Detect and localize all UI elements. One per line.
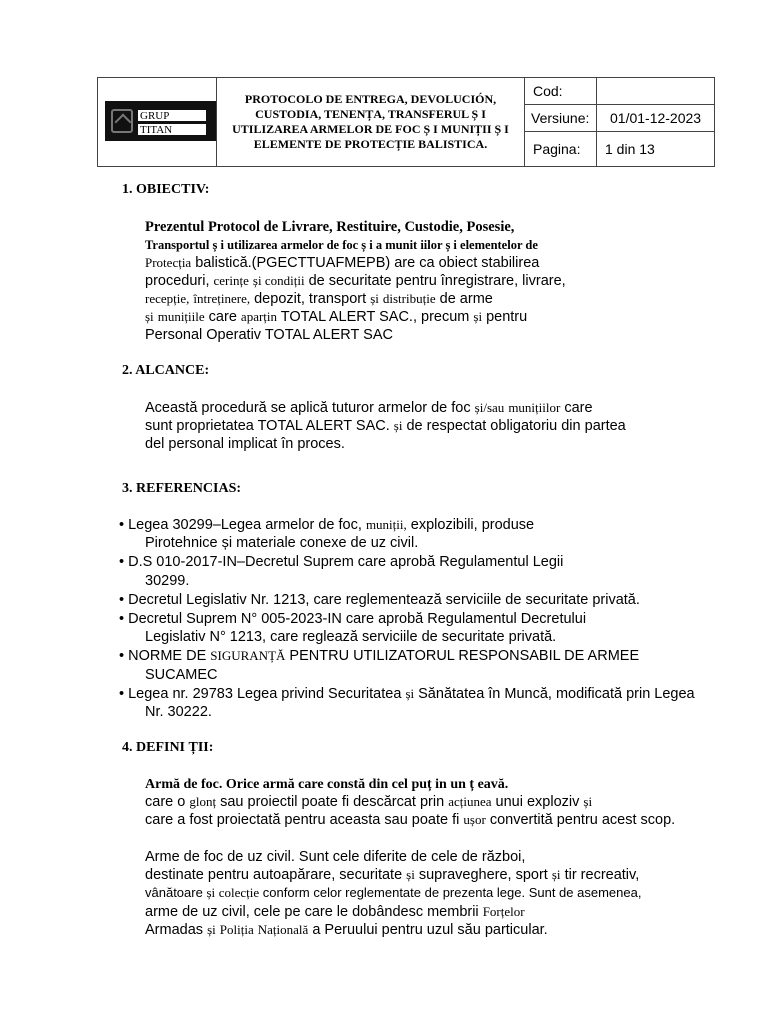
list-item: • NORME DE SIGURANȚĂ PENTRU UTILIZATORUL RESPONSABIL DE ARMEE xyxy=(119,648,640,664)
shield-emblem-icon xyxy=(111,109,133,133)
paragraph-line: care o glonț sau proiectil poate fi descărcat prin acțiunea unui exploziv și xyxy=(145,794,593,810)
versiune-value: 01/01-12-2023 xyxy=(610,110,702,126)
list-item: • Decretul Legislativ Nr. 1213, care reglementează serviciile de securitate privată. xyxy=(119,592,640,608)
paragraph-line: Transportul ș i utilizarea armelor de foc ș i a munit iilor ș i elementelor de xyxy=(145,238,538,252)
logo-text-top: GRUP xyxy=(137,109,207,122)
list-item: • Legea 30299–Legea armelor de foc, muniții, explozibili, produse xyxy=(119,517,535,533)
paragraph-line: Prezentul Protocol de Livrare, Restituire, Custodie, Posesie, xyxy=(145,219,515,235)
list-item: • Decretul Suprem N° 005-2023-IN care aprobă Regulamentul Decretului xyxy=(119,611,587,627)
paragraph-line: care a fost proiectată pentru aceasta sau poate fi ușor convertită pentru acest scop. xyxy=(145,812,676,828)
header-divider xyxy=(524,131,714,132)
logo-text-bottom: TITAN xyxy=(137,123,207,136)
paragraph-line: Această procedură se aplică tuturor armelor de foc și/sau munițiilor care xyxy=(145,400,593,416)
header-divider xyxy=(524,104,714,105)
paragraph-line: Armadas și Poliția Națională a Peruului pentru uzul său particular. xyxy=(145,922,548,938)
paragraph-line: arme de uz civil, cele pe care le dobândesc membrii Forțelor xyxy=(145,904,525,920)
cod-label: Cod: xyxy=(533,83,563,99)
paragraph-line: proceduri, cerințe și condiții de securitate pentru înregistrare, livrare, xyxy=(145,273,566,289)
header-divider xyxy=(596,78,597,166)
list-item: • Legea nr. 29783 Legea privind Securitatea și Sănătatea în Muncă, modificată prin Legea xyxy=(119,686,695,702)
paragraph-line: Protecția balistică.(PGECTTUAFMEPB) are ca obiect stabilirea xyxy=(145,255,540,271)
list-item-continuation: 30299. xyxy=(145,573,190,589)
list-item-continuation: Nr. 30222. xyxy=(145,704,212,720)
paragraph-line: Personal Operativ TOTAL ALERT SAC xyxy=(145,327,393,343)
paragraph-line: recepție, întreținere, depozit, transport și distribuție de arme xyxy=(145,291,493,307)
section-heading-scope: 2. ALCANCE: xyxy=(122,363,210,378)
section-heading-definitions: 4. DEFINI ȚII: xyxy=(122,740,214,755)
document-title: PROTOCOLO DE ENTREGA, DEVOLUCIÓN, CUSTODIA, TENENȚA, TRANSFERUL Ș I UTILIZAREA ARMELOR DE FOC Ș I MUNIȚII Ș I ELEMENTE DE PROTECȚIE BALISTICA. xyxy=(232,92,509,151)
section-heading-objective: 1. OBIECTIV: xyxy=(122,182,210,197)
paragraph-line: del personal implicat în proces. xyxy=(145,436,345,452)
list-item-continuation: SUCAMEC xyxy=(145,667,218,683)
paragraph-line: destinate pentru autoapărare, securitate și supraveghere, sport și tir recreativ, xyxy=(145,867,640,883)
document-header-table xyxy=(97,77,715,167)
header-divider xyxy=(216,78,217,166)
list-item-continuation: Pirotehnice și materiale conexe de uz civil. xyxy=(145,535,419,551)
definition-term: Armă de foc. Orice armă care constă din cel puț in un ț eavă. xyxy=(145,777,509,792)
company-logo xyxy=(105,101,216,141)
versiune-label: Versiune: xyxy=(531,110,590,126)
pagina-label: Pagina: xyxy=(533,141,581,157)
pagina-value: 1 din 13 xyxy=(605,141,655,157)
list-item-continuation: Legislativ N° 1213, care reglează serviciile de securitate privată. xyxy=(145,629,557,645)
paragraph-line: Arme de foc de uz civil. Sunt cele diferite de cele de război, xyxy=(145,849,526,865)
paragraph-line: vânătoare și colecție conform celor reglementate de prezenta lege. Sunt de asemenea, xyxy=(145,885,642,900)
paragraph-line: sunt proprietatea TOTAL ALERT SAC. și de respectat obligatoriu din partea xyxy=(145,418,626,434)
header-divider xyxy=(524,78,525,166)
paragraph-line: și munițiile care aparțin TOTAL ALERT SAC., precum și pentru xyxy=(145,309,528,325)
section-heading-references: 3. REFERENCIAS: xyxy=(122,481,242,496)
list-item: • D.S 010-2017-IN–Decretul Suprem care aprobă Regulamentul Legii xyxy=(119,554,564,570)
